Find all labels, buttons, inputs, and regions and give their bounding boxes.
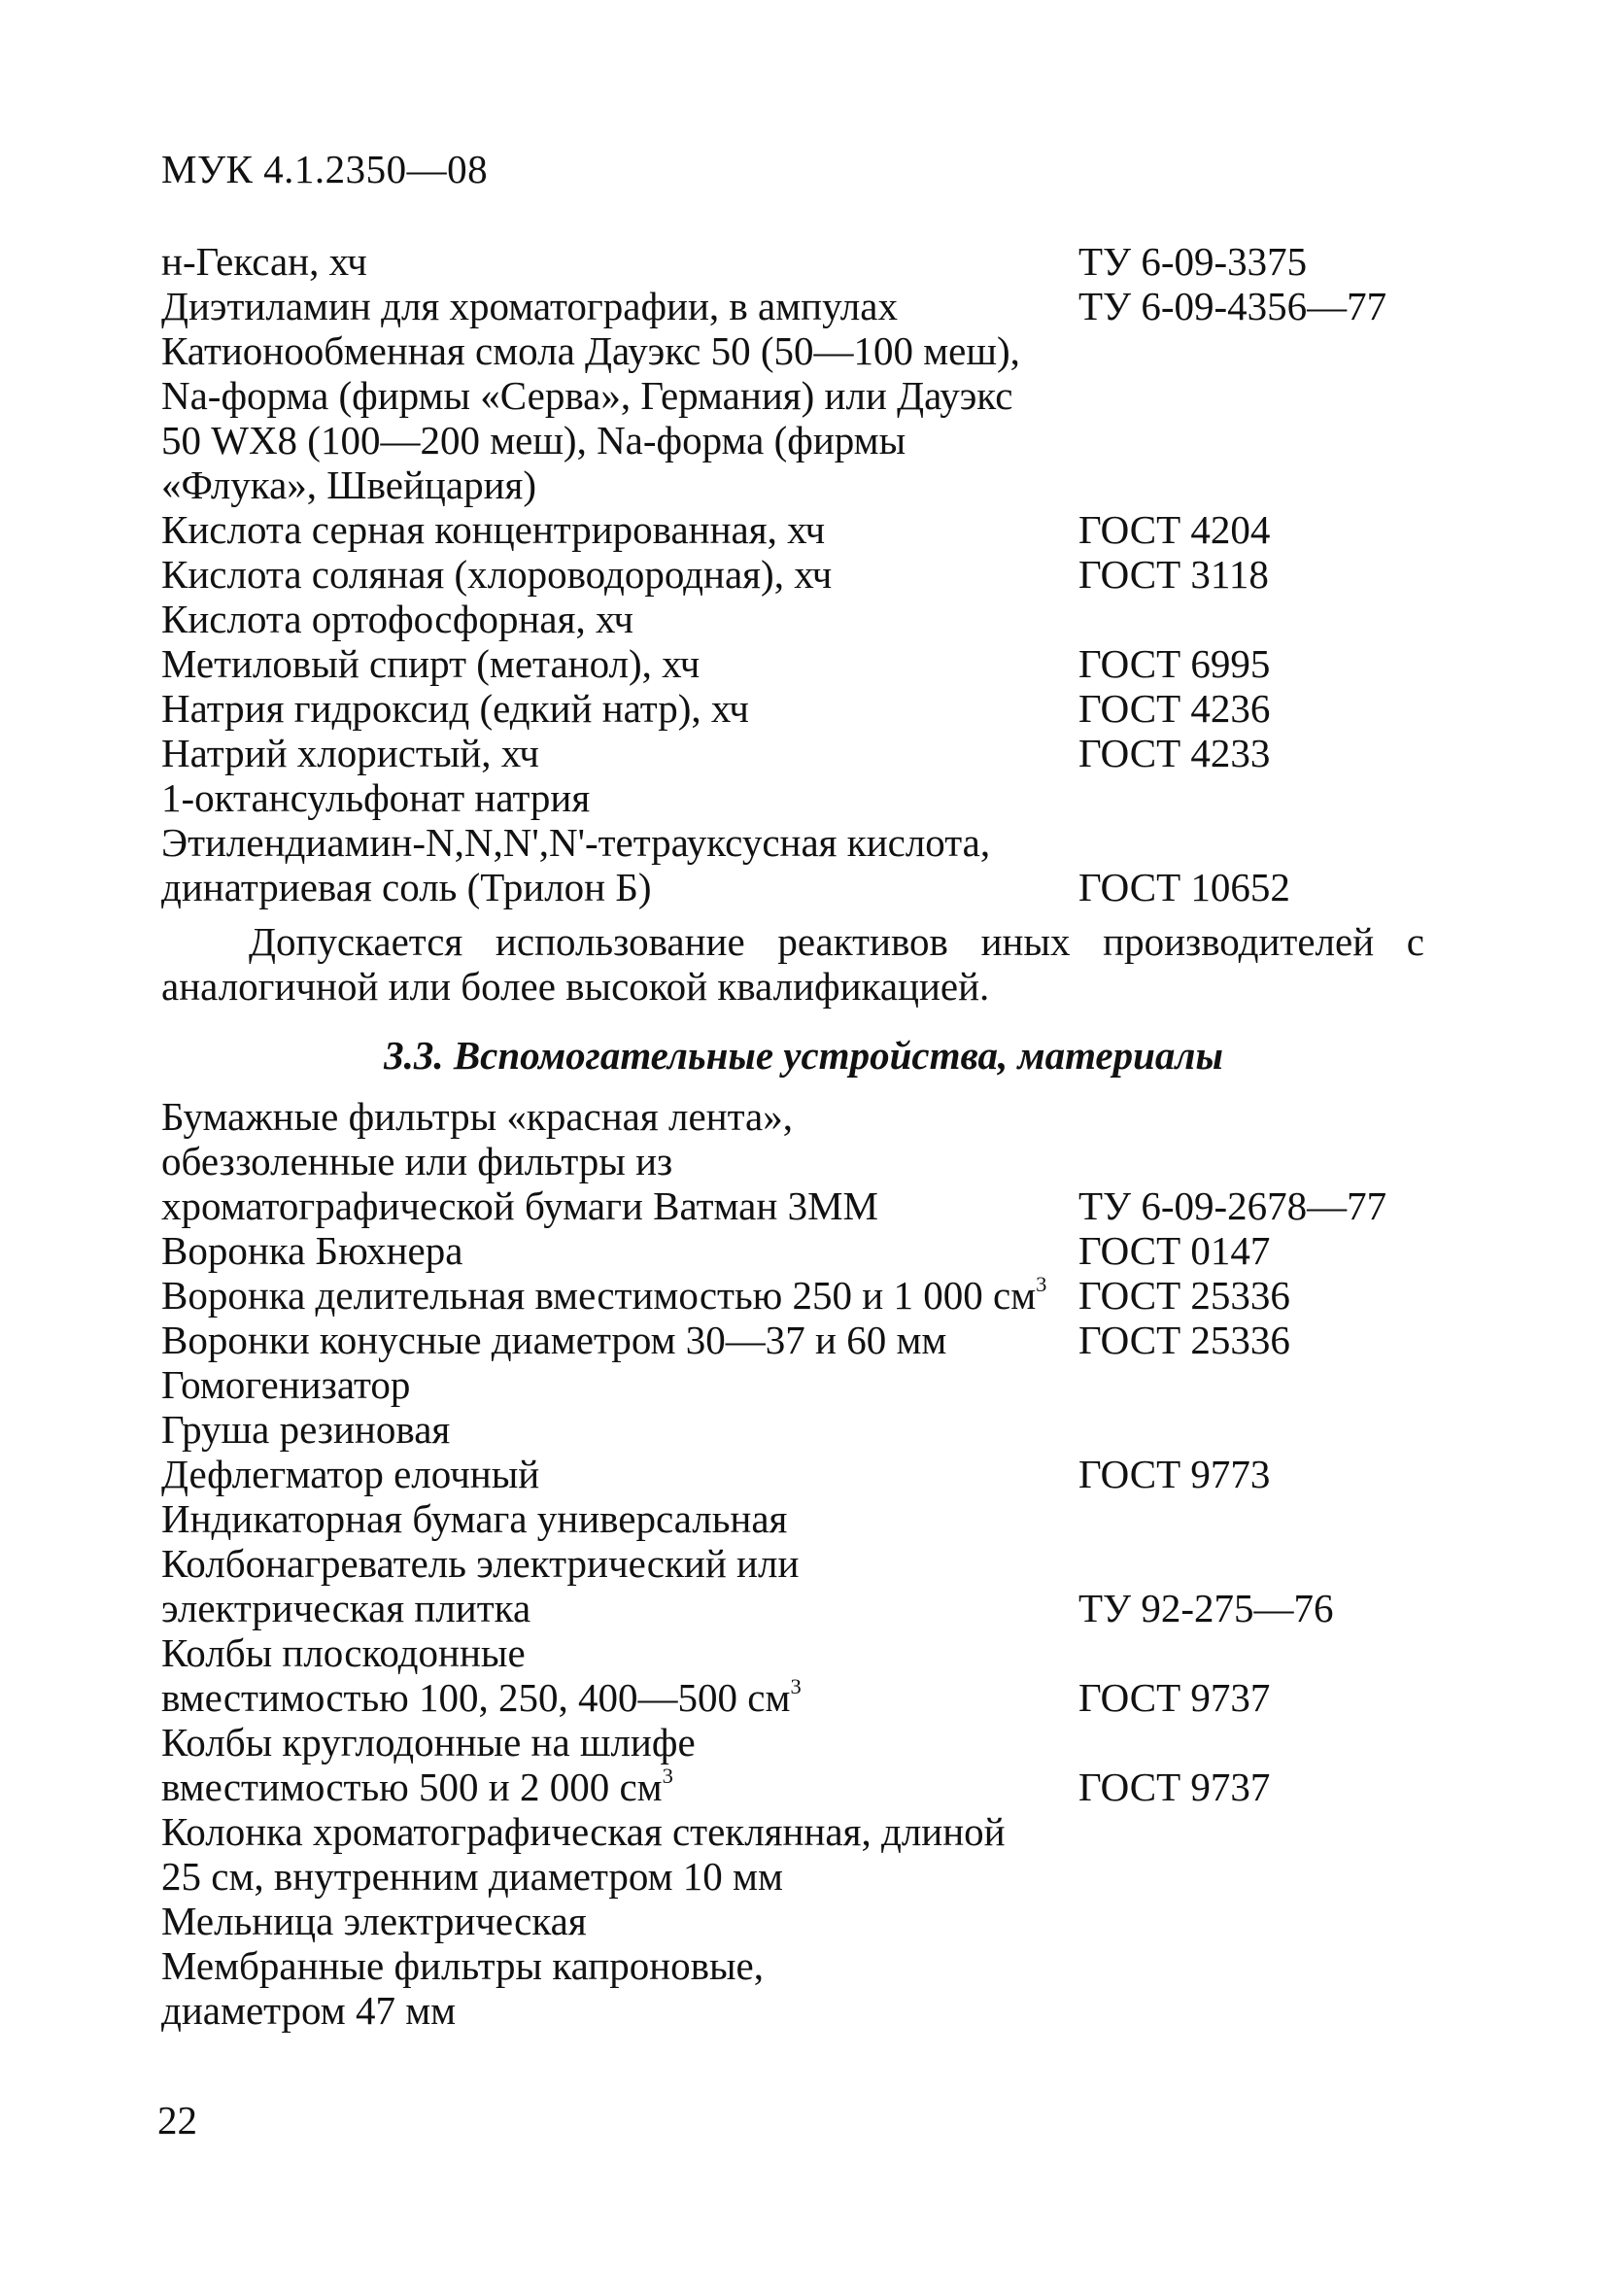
- reagents-item-name: Кислота серная концентрированная, хч: [161, 507, 826, 552]
- equipment-item-name: Бумажные фильтры «красная лента», обеззоленные или фильтры из хроматографической бумаги Ватман 3ММ: [161, 1094, 878, 1228]
- equipment-item-name: Гомогенизатор: [161, 1362, 411, 1407]
- reagents-item-standard: ГОСТ 4236: [1078, 686, 1271, 731]
- reagents-item-name: Кислота ортофосфорная, хч: [161, 597, 634, 641]
- reagents-item: [161, 731, 1424, 775]
- reagents-item: [161, 284, 1424, 328]
- page-number: 22: [157, 2098, 197, 2142]
- equipment-item-name: Воронка делительная вместимостью 250 и 1 000 см: [161, 1273, 1037, 1318]
- equipment-item-name: Колбонагреватель электрический или электрическая плитка: [161, 1541, 800, 1630]
- equipment-item-standard: ГОСТ 0147: [1078, 1228, 1271, 1273]
- reagents-item: [161, 686, 1424, 731]
- reagents-item-name: Натрий хлористый, хч: [161, 731, 539, 775]
- equipment-item-standard: ГОСТ 9773: [1078, 1452, 1271, 1496]
- reagents-item: [161, 552, 1424, 597]
- reagents-item: [161, 820, 1424, 909]
- reagents-item-standard: ГОСТ 4204: [1078, 507, 1271, 552]
- equipment-item-name: Колбы плоскодонные вместимостью 100, 250, 400—500 см: [161, 1630, 791, 1720]
- reagents-item-name: 1-октансульфонат натрия: [161, 775, 591, 820]
- equipment-item-standard: ГОСТ 9737: [1078, 1675, 1271, 1720]
- page-header: МУК 4.1.2350—08: [161, 147, 489, 191]
- reagents-item-standard: ГОСТ 6995: [1078, 641, 1271, 686]
- reagents-item: [161, 507, 1424, 552]
- equipment-item-name: Индикаторная бумага универсальная: [161, 1496, 788, 1541]
- reagents-item: [161, 641, 1424, 686]
- reagents-item: [161, 597, 1424, 641]
- equipment-item: [161, 1318, 1424, 1362]
- section-heading: 3.3. Вспомогательные устройства, материалы: [384, 1033, 1223, 1078]
- equipment-item-name: Мельница электрическая: [161, 1899, 587, 1943]
- reagents-item-name: Этилендиамин-N,N,N',N'-тетрауксусная кислота, динатриевая соль (Трилон Б): [161, 820, 991, 909]
- reagents-item-standard: ГОСТ 10652: [1078, 865, 1290, 909]
- reagents-item-name: Диэтиламин для хроматографии, в ампулах: [161, 284, 898, 328]
- reagents-item-standard: ТУ 6-09-4356—77: [1078, 284, 1387, 328]
- superscript: 3: [790, 1673, 802, 1698]
- reagents-item: [161, 328, 1424, 507]
- reagents-item-name: Натрия гидроксид (едкий натр), хч: [161, 686, 749, 731]
- equipment-item: [161, 1273, 1424, 1318]
- equipment-item: [161, 1407, 1424, 1452]
- reagents-list: [161, 239, 1424, 909]
- reagents-item-name: н-Гексан, хч: [161, 239, 367, 284]
- equipment-item-name: Груша резиновая: [161, 1407, 451, 1452]
- reagents-item-name: Кислота соляная (хлороводородная), хч: [161, 552, 833, 597]
- equipment-item: [161, 1362, 1424, 1407]
- equipment-item: [161, 1943, 1424, 2033]
- equipment-item-name: Воронка Бюхнера: [161, 1228, 463, 1273]
- reagents-item-standard: ТУ 6-09-3375: [1078, 239, 1308, 284]
- equipment-item-standard: ГОСТ 9737: [1078, 1765, 1271, 1809]
- reagents-item: [161, 775, 1424, 820]
- equipment-item-standard: ГОСТ 25336: [1078, 1273, 1290, 1318]
- equipment-item: [161, 1094, 1424, 1228]
- note-paragraph: Допускается использование реактивов иных производителей с аналогичной или более высокой квалификацией.: [161, 919, 1424, 1009]
- equipment-item-name: Мембранные фильтры капроновые, диаметром 47 мм: [161, 1943, 765, 2033]
- equipment-item-standard: ТУ 6-09-2678—77: [1078, 1183, 1387, 1228]
- reagents-item-name: Метиловый спирт (метанол), хч: [161, 641, 701, 686]
- equipment-item-name: Колбы круглодонные на шлифе вместимостью 500 и 2 000 см: [161, 1720, 696, 1809]
- equipment-item-standard: ТУ 92-275—76: [1078, 1586, 1334, 1630]
- equipment-item-standard: ГОСТ 25336: [1078, 1318, 1290, 1362]
- equipment-item-name: Колонка хроматографическая стеклянная, длиной 25 см, внутренним диаметром 10 мм: [161, 1809, 1006, 1899]
- equipment-item: [161, 1809, 1424, 1899]
- equipment-item: [161, 1630, 1424, 1720]
- equipment-item: [161, 1228, 1424, 1273]
- superscript: 3: [1036, 1271, 1047, 1296]
- equipment-item: [161, 1496, 1424, 1541]
- reagents-item-standard: ГОСТ 3118: [1078, 552, 1269, 597]
- equipment-item: [161, 1541, 1424, 1630]
- reagents-item-name: Катионообменная смола Дауэкс 50 (50—100 меш), Na-форма (фирмы «Серва», Германия) или Дауэкс 50 WX8 (100—200 меш), Na-форма (фирмы «Флука», Швейцария): [161, 328, 1020, 507]
- equipment-item: [161, 1899, 1424, 1943]
- reagents-item-standard: ГОСТ 4233: [1078, 731, 1271, 775]
- equipment-item: [161, 1720, 1424, 1809]
- superscript: 3: [662, 1763, 673, 1788]
- reagents-item: [161, 239, 1424, 284]
- equipment-list: [161, 1094, 1424, 2033]
- equipment-item-name: Воронки конусные диаметром 30—37 и 60 мм: [161, 1318, 947, 1362]
- equipment-item: [161, 1452, 1424, 1496]
- equipment-item-name: Дефлегматор елочный: [161, 1452, 540, 1496]
